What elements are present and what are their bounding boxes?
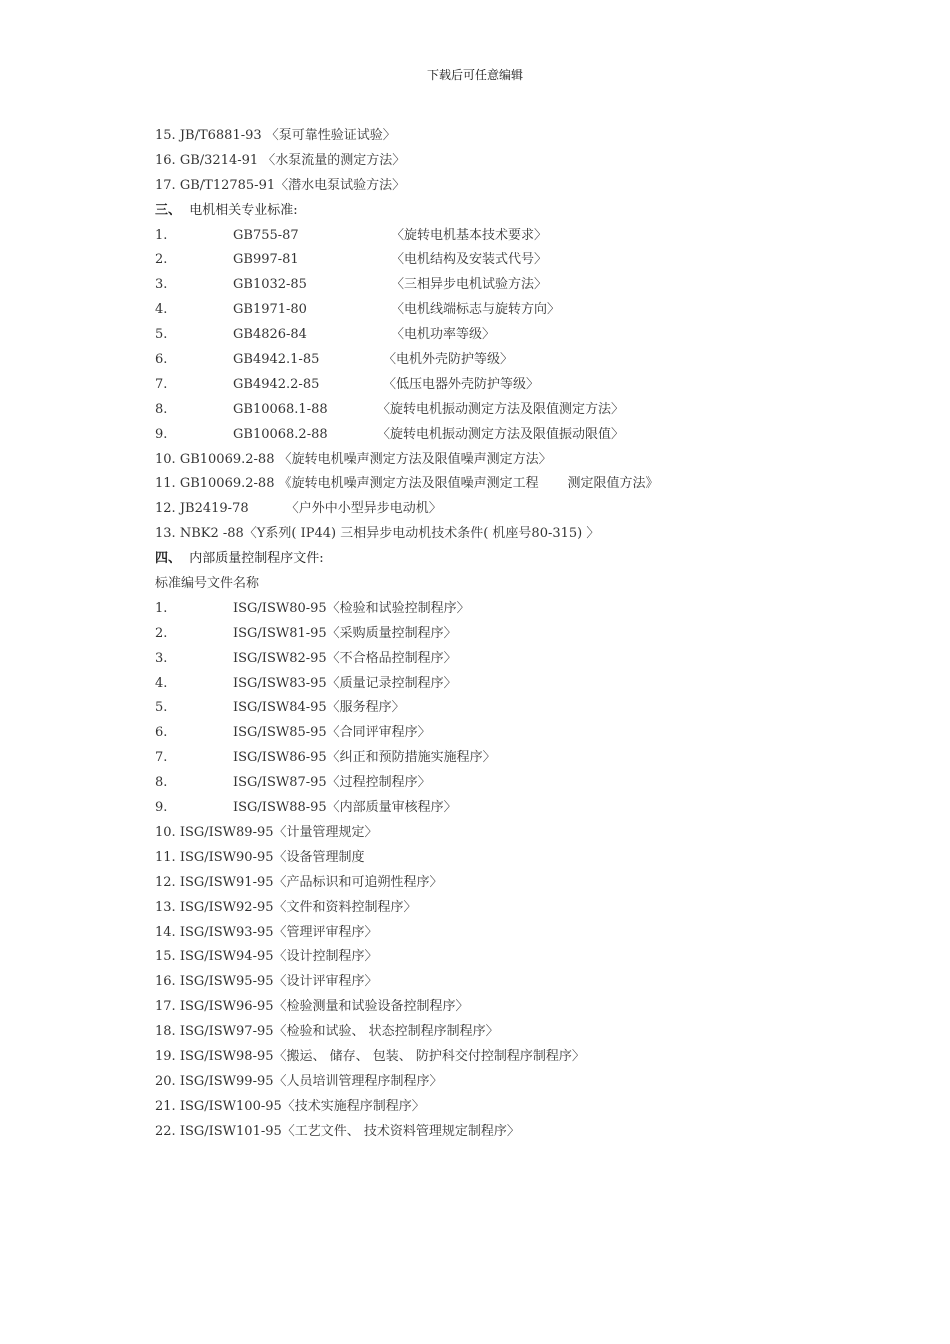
list-item [155,995,875,1020]
list-item [155,398,875,423]
list-item [155,1020,875,1045]
item-text: ISG/ISW101-95〈工艺文件、 技术资料管理规定制程序〉 [179,1123,520,1139]
list-item [155,970,875,995]
list-item [155,348,875,373]
item-name: 〈三相异步电机试验方法〉 [391,277,548,293]
list-item [155,1070,875,1095]
item-number: 17. [155,177,176,193]
item-number: 16. [155,974,176,990]
item-text: ISG/ISW83-95〈质量记录控制程序〉 [233,675,457,691]
item-number: 13. [155,899,176,915]
item-code: GB1971-80 [233,302,307,318]
item-number: 20. [155,1073,176,1089]
item-text: ISG/ISW95-95〈设计评审程序〉 [179,974,378,990]
item-number: 21. [155,1098,176,1114]
item-number: 17. [155,999,176,1015]
list-item [155,746,875,771]
item-number: 16. [155,152,176,168]
item-text: JB2419-78 〈户外中小型异步电动机〉 [179,501,442,517]
item-text: ISG/ISW94-95〈设计控制程序〉 [179,949,378,965]
item-number: 11. [155,849,176,865]
item-text: ISG/ISW92-95〈文件和资料控制程序〉 [179,899,417,915]
item-code: GB997-81 [233,252,299,268]
item-name: 〈电机外壳防护等级〉 [383,352,514,368]
item-text: ISG/ISW88-95〈内部质量审核程序〉 [233,800,457,816]
item-text: ISG/ISW81-95〈采购质量控制程序〉 [233,625,457,641]
list-item [155,522,875,547]
item-text: ISG/ISW98-95〈搬运、 储存、 包装、 防护科交付控制程序制程序〉 [179,1048,585,1064]
item-text: ISG/ISW99-95〈人员培训管理程序制程序〉 [179,1073,443,1089]
list-item [155,1045,875,1070]
page-header: 下载后可任意编辑 [426,68,523,82]
item-number: 1. [155,600,168,616]
item-code: GB4942.2-85 [233,376,320,392]
item-number: 9. [155,426,168,442]
list-item [155,497,875,522]
item-name: 〈电机结构及安装式代号〉 [391,252,548,268]
list-motor-standards-cont [155,448,875,548]
list-item [155,796,875,821]
item-text: GB10069.2-88 〈旋转电机噪声测定方法及限值噪声测定方法〉 [179,451,552,467]
list-item [155,846,875,871]
item-text: ISG/ISW82-95〈不合格品控制程序〉 [233,650,457,666]
item-number: 7. [155,376,168,392]
item-text: ISG/ISW90-95〈设备管理制度 [179,849,365,865]
item-text: GB10069.2-88 《旋转电机噪声测定方法及限值噪声测定工程 测定限值方法》 [179,476,659,492]
item-text: ISG/ISW100-95〈技术实施程序制程序〉 [179,1098,425,1114]
list-item [155,696,875,721]
item-code: GB1032-85 [233,277,307,293]
item-text: ISG/ISW86-95〈纠正和预防措施实施程序〉 [233,750,496,766]
list-item [155,672,875,697]
item-number: 11. [155,476,176,492]
list-item [155,945,875,970]
item-text: GB/3214-91 〈水泵流量的测定方法〉 [179,152,406,168]
item-code: GB10068.2-88 [233,426,328,442]
item-number: 13. [155,526,176,542]
list-quality-procedures-cont [155,821,875,1145]
item-number: 10. [155,824,176,840]
list-quality-procedures [155,597,875,821]
list-item [155,1120,875,1145]
list-item [155,224,875,249]
item-text: ISG/ISW87-95〈过程控制程序〉 [233,775,431,791]
item-text: ISG/ISW93-95〈管理评审程序〉 [179,924,378,940]
list-item [155,1095,875,1120]
column-subheading: 标准编号文件名称 [155,576,260,592]
item-code: GB10068.1-88 [233,401,328,417]
list-motor-standards [155,224,875,448]
list-item [155,821,875,846]
item-number: 14. [155,924,176,940]
document-body [155,124,875,1145]
list-item [155,472,875,497]
list-item [155,298,875,323]
list-item [155,896,875,921]
list-item [155,647,875,672]
item-number: 5. [155,700,168,716]
item-number: 18. [155,1024,176,1040]
item-number: 12. [155,874,176,890]
item-number: 4. [155,675,168,691]
item-number: 19. [155,1048,176,1064]
item-number: 5. [155,327,168,343]
item-number: 7. [155,750,168,766]
item-code: GB755-87 [233,227,299,243]
item-number: 2. [155,625,168,641]
item-name: 〈电机线端标志与旋转方向〉 [391,302,561,318]
list-item [155,921,875,946]
item-text: ISG/ISW80-95〈检验和试验控制程序〉 [233,600,470,616]
list-item [155,323,875,348]
list-item [155,174,875,199]
item-code: GB4826-84 [233,327,307,343]
item-number: 22. [155,1123,176,1139]
item-number: 6. [155,352,168,368]
item-text: GB/T12785-91〈潜水电泵试验方法〉 [179,177,406,193]
item-name: 〈电机功率等级〉 [391,327,496,343]
item-text: ISG/ISW96-95〈检验测量和试验设备控制程序〉 [179,999,469,1015]
item-number: 9. [155,800,168,816]
item-text: ISG/ISW91-95〈产品标识和可追朔性程序〉 [179,874,443,890]
item-number: 8. [155,401,168,417]
list-item [155,448,875,473]
item-text: ISG/ISW85-95〈合同评审程序〉 [233,725,431,741]
list-item [155,597,875,622]
item-text: ISG/ISW84-95〈服务程序〉 [233,700,405,716]
list-item [155,423,875,448]
item-name: 〈旋转电机振动测定方法及限值振动限值〉 [377,426,625,442]
item-text: NBK2 -88〈Y系列( IP44) 三相异步电动机技术条件( 机座号80-315) 〉 [179,526,600,542]
list-item [155,622,875,647]
item-number: 1. [155,227,168,243]
item-text: ISG/ISW97-95〈检验和试验、 状态控制程序制程序〉 [179,1024,499,1040]
list-item [155,721,875,746]
item-number: 15. [155,949,176,965]
item-name: 〈旋转电机振动测定方法及限值测定方法〉 [377,401,625,417]
item-name: 〈旋转电机基本技术要求〉 [391,227,548,243]
section-title: 内部质量控制程序文件: [189,551,324,567]
item-name: 〈低压电器外壳防护等级〉 [383,376,540,392]
item-text: JB/T6881-93 〈泵可靠性验证试验〉 [179,128,396,143]
section-title: 电机相关专业标准: [189,202,298,218]
section-number: 四、 [155,551,182,567]
list-item [155,124,875,149]
item-number: 8. [155,775,168,791]
item-number: 12. [155,501,176,517]
list-item [155,149,875,174]
list-item [155,373,875,398]
item-number: 2. [155,252,168,268]
list-item [155,871,875,896]
item-number: 3. [155,277,168,293]
section-heading-4 [155,547,875,572]
item-number: 6. [155,725,168,741]
item-number: 3. [155,650,168,666]
list-item [155,273,875,298]
section-heading-3 [155,199,875,224]
item-text: ISG/ISW89-95〈计量管理规定〉 [179,824,378,840]
list-item [155,248,875,273]
item-number: 4. [155,302,168,318]
item-code: GB4942.1-85 [233,352,320,368]
list-pump-standards [155,124,875,199]
section-number: 三、 [155,202,182,218]
item-number: 15. [155,128,176,143]
list-item [155,771,875,796]
item-number: 10. [155,451,176,467]
